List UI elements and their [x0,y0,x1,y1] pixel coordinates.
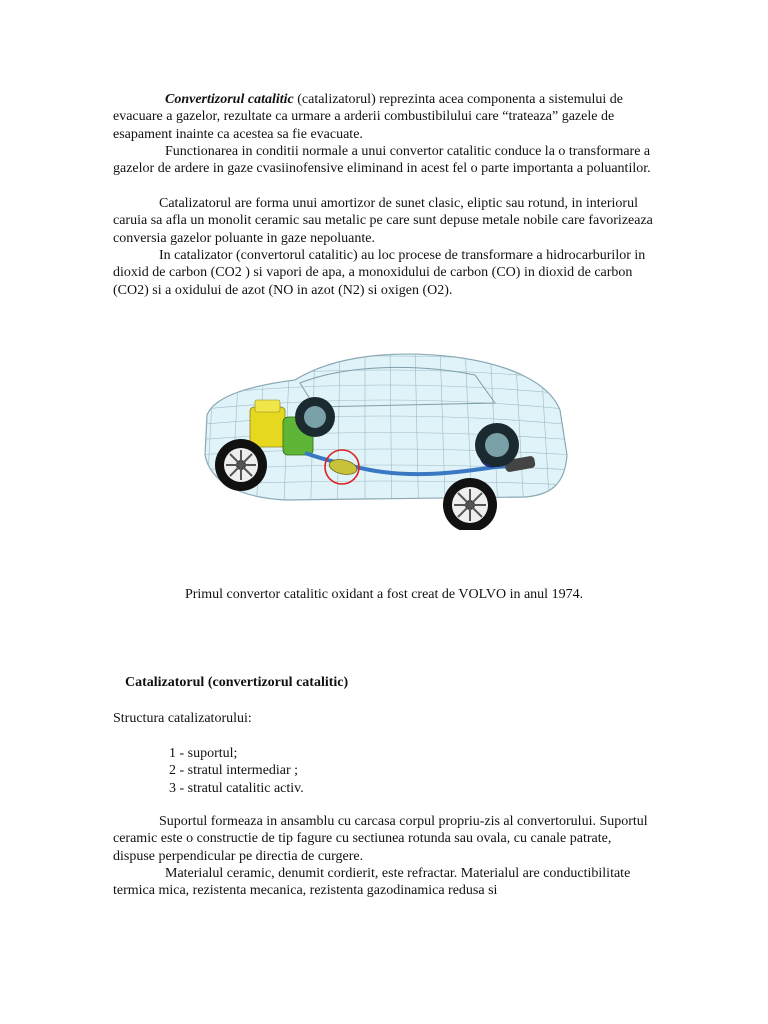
paragraph-support: Suportul formeaza in ansamblu cu carcasa corpul propriu-zis al convertorului. Suportul ceramic este o constructie de tip fagure cu sectiunea rotunda sau ovala, cu canale patrate, dispuse perpendicular pe directia de curgere. [113,814,648,864]
list-item: 1 - suportul; [169,746,238,761]
list-item: 2 - stratul intermediar ; [169,763,299,779]
structure-title: Structura catalizatorului: [113,711,252,726]
paragraph-shape: Catalizatorul are forma unui amortizor de sunet clasic, eliptic sau rotund, in interiorul caruia sa afla un monolit ceramic sau metalic pe care sunt depuse metale nobile care favorizeaza conversia gazelor poluante in gaze nepoluante. [113,196,653,246]
front-far-wheel [295,397,335,437]
rear-wheel [443,478,497,530]
engine-block [250,407,285,447]
front-wheel [215,439,267,491]
structure-list [169,745,304,797]
rear-far-wheel [475,423,519,467]
paragraph-processes: In catalizator (convertorul catalitic) au loc procese de transformare a hidrocarburilor in dioxid de carbon (CO2 ) si vapori de apa, a monoxidului de carbon (CO) in dioxid de carbon (CO2) si a oxidului de azot (NO in azot (N2) si oxigen (O2). [113,248,646,298]
section-heading: Catalizatorul (convertizorul catalitic) [125,675,349,690]
engine-head [255,400,280,412]
intro-lead-term: Convertizorul catalitic [165,92,294,107]
paragraph-material: Materialul ceramic, denumit cordierit, este refractar. Materialul are conductibilitate termica mica, rezistenta mecanica, rezistenta gazodinamica redusa si [113,866,631,899]
figure-caption: Primul convertor catalitic oxidant a fost creat de VOLVO in anul 1974. [184,587,584,602]
intro-paragraph [113,91,655,143]
intro-rest: (catalizatorul) reprezinta acea componenta a sistemului de evacuare a gazelor, rezultate ca urmare a arderii combustibilului care “trateaza” gazele de esapament inainte ca acestea sa fie evacuate. [113,92,623,142]
car-catalytic-figure [195,345,575,530]
list-item: 3 - stratul catalitic activ. [169,780,304,796]
paragraph-functioning: Functionarea in conditii normale a unui convertor catalitic conduce la o transformare a gazelor de ardere in gaze cvasiinofensive eliminand in acest fel o parte importanta a poluantilor. [113,144,651,177]
